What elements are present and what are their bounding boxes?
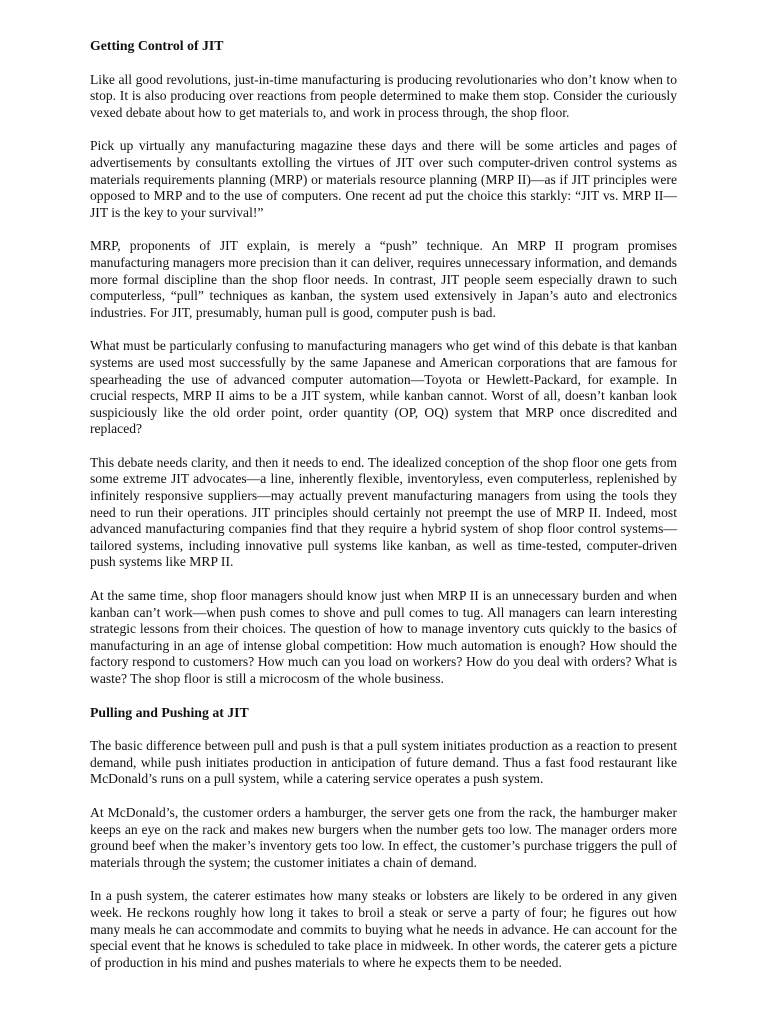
paragraph: In a push system, the caterer estimates how many steaks or lobsters are likely to be ordered in any given week. He reckons roughly how long it takes to broil a steak or serve a party of four; he figures out how many meals he can accommodate and commits to buying what he needs in advance. He can account for the special event that he knows is scheduled to take place in midweek. In other words, the caterer gets a picture of production in his mind and pushes materials to where he expects them to be needed.	[90, 888, 677, 970]
section-pulling-pushing	[90, 705, 677, 972]
document-page	[90, 38, 677, 988]
paragraph: MRP, proponents of JIT explain, is merely a “push” technique. An MRP II program promises manufacturing managers more precision than it can deliver, requires unnecessary information, and demands more formal discipline than the shop floor needs. In contrast, JIT people seem especially drawn to such computerless, “pull” techniques as kanban, the system used extensively in Japan’s auto and electronics industries. For JIT, presumably, human pull is good, computer push is bad.	[90, 238, 677, 320]
paragraph: At McDonald’s, the customer orders a hamburger, the server gets one from the rack, the hamburger maker keeps an eye on the rack and makes new burgers when the number gets too low. The manager orders more ground beef when the maker’s inventory gets too low. In effect, the customer’s purchase triggers the pull of materials through the system; the customer initiates a chain of demand.	[90, 804, 677, 870]
paragraph: The basic difference between pull and push is that a pull system initiates production as a reaction to present demand, while push initiates production in anticipation of future demand. Thus a fast food restaurant like McDonald’s runs on a pull system, while a catering service operates a push system.	[90, 738, 677, 787]
paragraph: This debate needs clarity, and then it needs to end. The idealized conception of the shop floor one gets from some extreme JIT advocates—a line, inherently flexible, inventoryless, even computerless, replenished by infinitely responsive suppliers—may actually prevent manufacturing managers from using the tools they need to run their operations. JIT principles should certainly not preempt the use of MRP II. Indeed, most advanced manufacturing companies find that they require a hybrid system of shop floor control systems—tailored systems, including innovative pull systems like kanban, as well as time-tested, computer-driven push systems like MRP II.	[90, 454, 677, 570]
paragraph: Pick up virtually any manufacturing magazine these days and there will be some articles and pages of advertisements by consultants extolling the virtues of JIT over such computer-driven control systems as materials requirements planning (MRP) or materials resource planning (MRP II)—as if JIT principles were opposed to MRP and to the use of computers. One recent ad put the choice this starkly: “JIT vs. MRP II—JIT is the key to your survival!”	[90, 138, 677, 220]
paragraph: What must be particularly confusing to manufacturing managers who get wind of this debate is that kanban systems are used most successfully by the same Japanese and American corporations that are famous for spearheading the use of advanced computer automation—Toyota or Hewlett-Packard, for example. In crucial respects, MRP II aims to be a JIT system, while kanban cannot. Worst of all, doesn’t kanban look suspiciously like the old order point, order quantity (OP, OQ) system that MRP once discredited and replaced?	[90, 338, 677, 437]
section-heading: Pulling and Pushing at JIT	[90, 704, 249, 720]
paragraph: At the same time, shop floor managers should know just when MRP II is an unnecessary burden and when kanban can’t work—when push comes to shove and pull comes to tug. All managers can learn interesting strategic lessons from their choices. The question of how to manage inventory cuts quickly to the basics of manufacturing in an age of intense global competition: How much automation is enough? How should the factory respond to customers? How much can you load on workers? How do you deal with orders? What is waste? The shop floor is still a microcosm of the whole business.	[90, 588, 677, 686]
paragraph: Like all good revolutions, just-in-time manufacturing is producing revolutionaries who don’t know when to stop. It is also producing over reactions from people determined to make them stop. Consider the curiously vexed debate about how to get materials to, and work in process through, the shop floor.	[90, 71, 677, 120]
section-heading: Getting Control of JIT	[90, 38, 224, 53]
section-getting-control	[90, 38, 677, 688]
